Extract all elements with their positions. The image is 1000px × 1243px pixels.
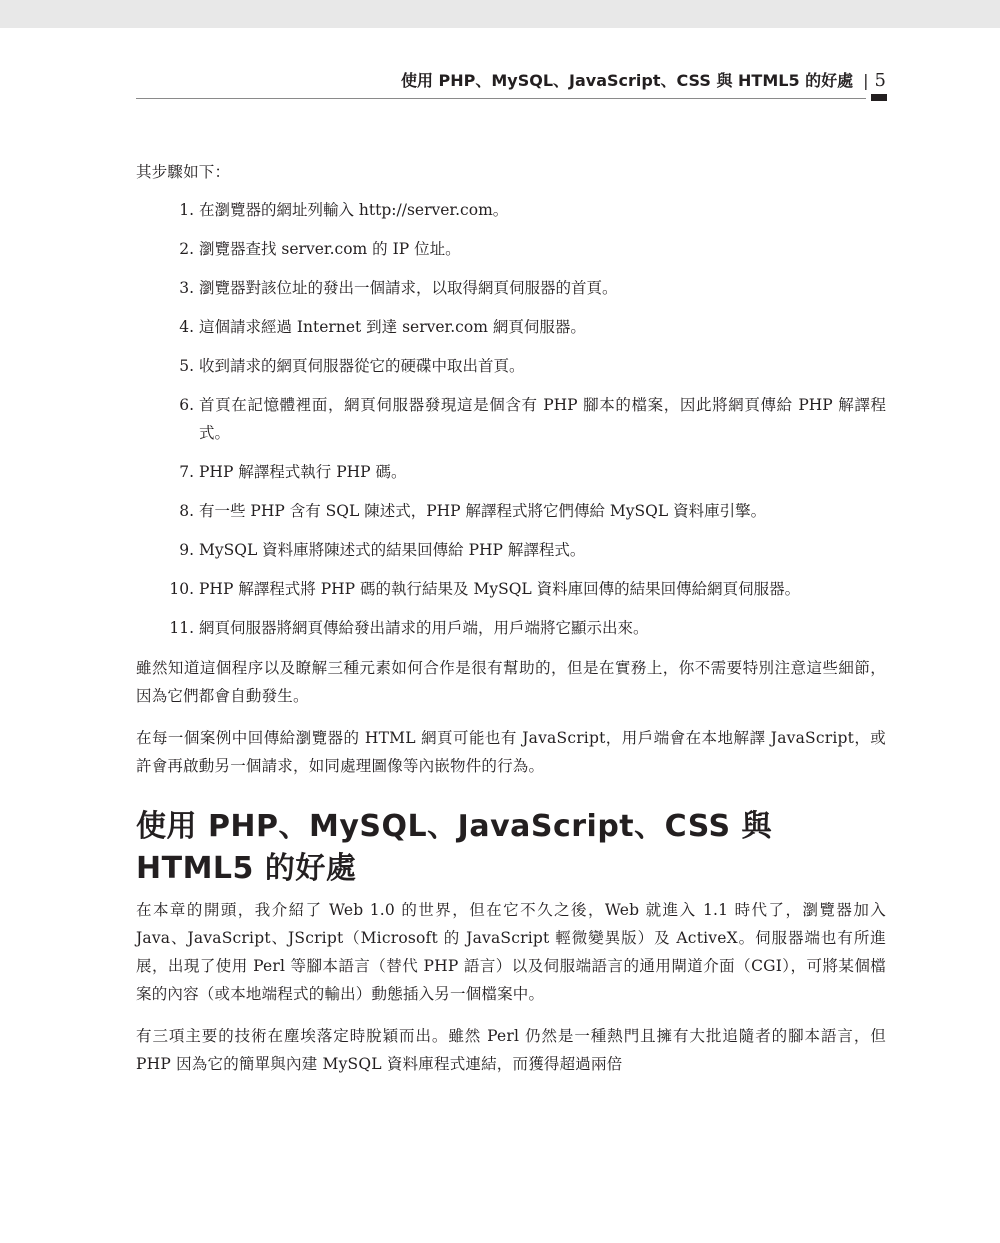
step-text: 收到請求的網頁伺服器從它的硬碟中取出首頁。 [199, 357, 525, 375]
step-number: 3. [179, 279, 194, 297]
step-number: 11. [169, 619, 194, 637]
step-text: 首頁在記憶體裡面，網頁伺服器發現這是個含有 PHP 腳本的檔案，因此將網頁傳給 PHP 解譯程式。 [199, 396, 886, 442]
list-item [136, 536, 886, 564]
step-text: 網頁伺服器將網頁傳給發出請求的用戶端，用戶端將它顯示出來。 [199, 619, 649, 637]
step-number: 2. [179, 240, 194, 258]
running-header [136, 68, 886, 94]
list-item [136, 391, 886, 447]
page-body [136, 158, 886, 1092]
list-item [136, 274, 886, 302]
step-text: 有一些 PHP 含有 SQL 陳述式，PHP 解譯程式將它們傳給 MySQL 資料庫引擎。 [199, 502, 767, 520]
body-paragraph-3: 在本章的開頭，我介紹了 Web 1.0 的世界，但在它不久之後，Web 就進入 1.1 時代了，瀏覽器加入 Java、JavaScript、JScript（Microsoft 的 JavaScript 輕微變異版）及 ActiveX。伺服器端也有所進展，出現了使用 Perl 等腳本語言（替代 PHP 語言）以及伺服端語言的通用閘道介面（CGI），可將某個檔案的內容（或本地端程式的輸出）動態插入另一個檔案中。 [136, 901, 886, 1003]
step-text: 在瀏覽器的網址列輸入 http://server.com。 [199, 201, 509, 219]
step-text: 瀏覽器查找 server.com 的 IP 位址。 [199, 240, 461, 258]
step-number: 4. [179, 318, 194, 336]
list-item [136, 352, 886, 380]
list-item [136, 235, 886, 263]
page-number: 5 [874, 70, 886, 91]
list-item [136, 313, 886, 341]
header-rule [136, 98, 866, 99]
step-number: 6. [179, 396, 194, 414]
steps-intro: 其步驟如下： [136, 163, 231, 181]
step-text: PHP 解譯程式執行 PHP 碼。 [199, 463, 407, 481]
body-paragraph-1: 雖然知道這個程序以及瞭解三種元素如何合作是很有幫助的，但是在實務上，你不需要特別注意這些細節，因為它們都會自動發生。 [136, 659, 886, 705]
step-number: 5. [179, 357, 194, 375]
header-mark [871, 94, 887, 101]
body-paragraph-4: 有三項主要的技術在塵埃落定時脫穎而出。雖然 Perl 仍然是一種熱門且擁有大批追隨者的腳本語言，但 PHP 因為它的簡單與內建 MySQL 資料庫程式連結，而獲得超過兩倍 [136, 1027, 886, 1073]
section-heading: 使用 PHP、MySQL、JavaScript、CSS 與 HTML5 的好處 [136, 809, 773, 886]
list-item [136, 196, 886, 224]
step-number: 10. [169, 580, 194, 598]
list-item [136, 497, 886, 525]
step-text: 這個請求經過 Internet 到達 server.com 網頁伺服器。 [199, 318, 586, 336]
running-title: 使用 PHP、MySQL、JavaScript、CSS 與 HTML5 的好處 [400, 71, 854, 90]
list-item [136, 575, 886, 603]
steps-list [136, 196, 886, 642]
step-number: 8. [179, 502, 194, 520]
step-number: 9. [179, 541, 194, 559]
list-item [136, 458, 886, 486]
step-number: 1. [179, 201, 194, 219]
header-separator: | [863, 71, 869, 90]
step-text: PHP 解譯程式將 PHP 碼的執行結果及 MySQL 資料庫回傳的結果回傳給網頁伺服器。 [199, 580, 801, 598]
top-band [0, 0, 1000, 28]
list-item [136, 614, 886, 642]
step-number: 7. [179, 463, 194, 481]
step-text: MySQL 資料庫將陳述式的結果回傳給 PHP 解譯程式。 [199, 541, 586, 559]
step-text: 瀏覽器對該位址的發出一個請求，以取得網頁伺服器的首頁。 [199, 279, 618, 297]
body-paragraph-2: 在每一個案例中回傳給瀏覽器的 HTML 網頁可能也有 JavaScript，用戶端會在本地解譯 JavaScript，或許會再啟動另一個請求，如同處理圖像等內嵌物件的行為。 [136, 729, 886, 775]
